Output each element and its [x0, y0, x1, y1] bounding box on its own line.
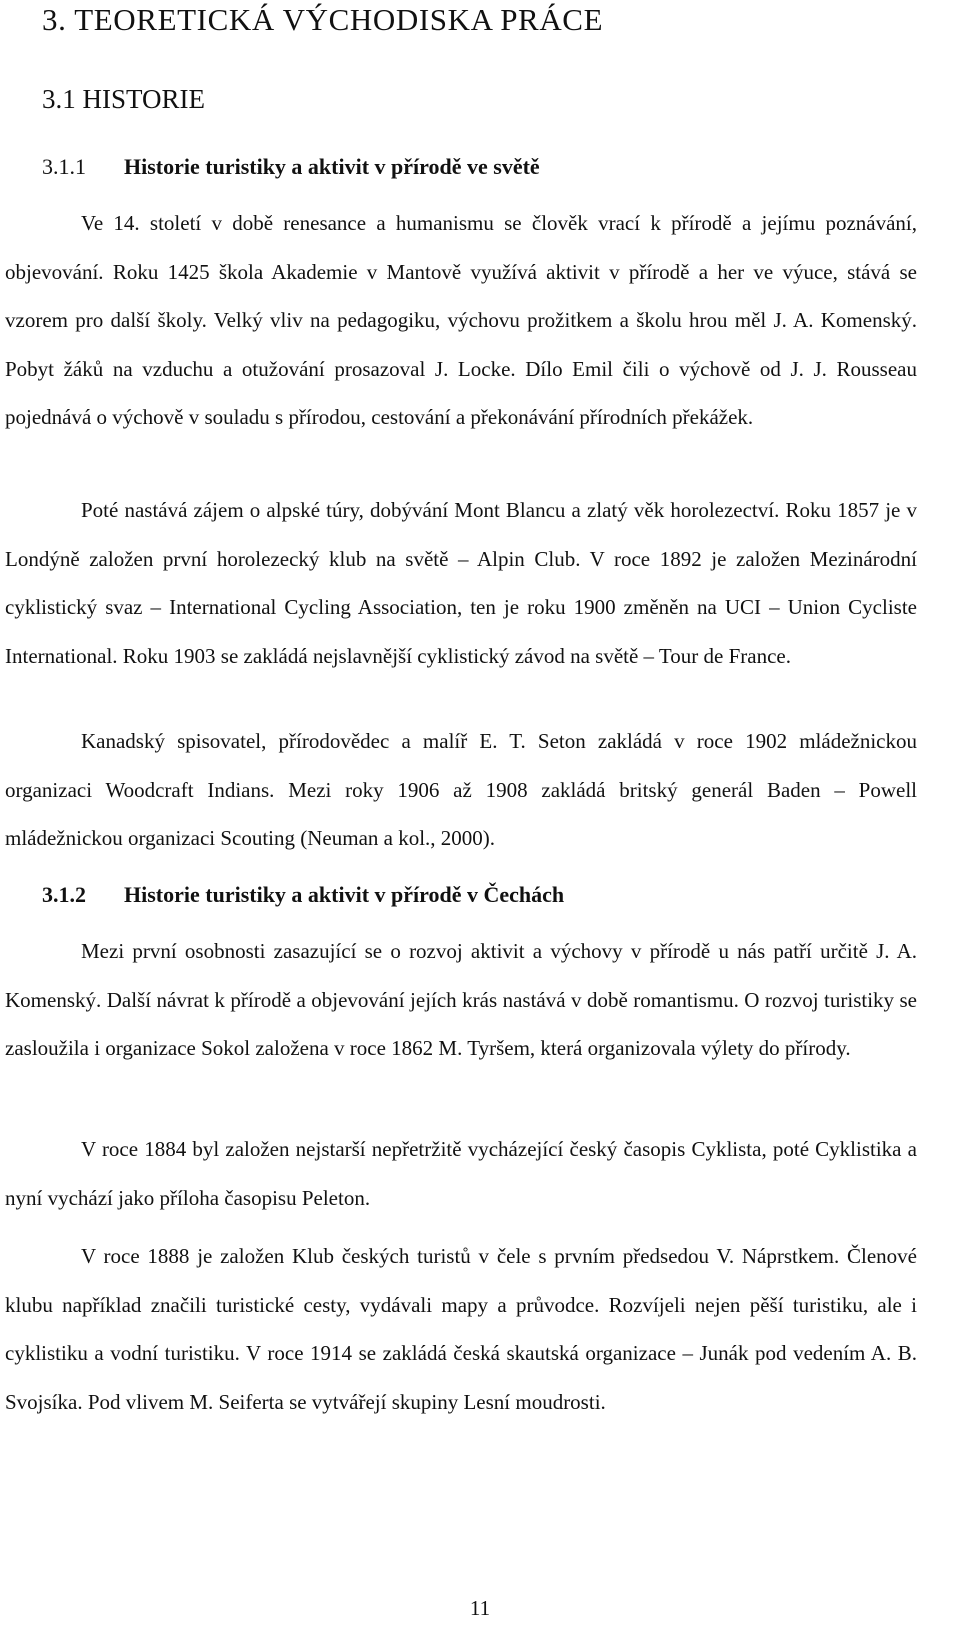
paragraph: Poté nastává zájem o alpské túry, dobývání Mont Blancu a zlatý věk horolezectví. Roku 1857 je v Londýně založen první horolezecký klub na světě – Alpin Club. V roce 1892 je založen Mezinárodní cyklistický svaz – International Cycling Association, ten je roku 1900 změněn na UCI – Union Cycliste International. Roku 1903 se zakládá nejslavnější cyklistický závod na světě – Tour de France.	[5, 498, 917, 668]
section-title: 3.1 HISTORIE	[42, 84, 206, 114]
subsection-number: 3.1.2	[42, 882, 86, 907]
subsection-heading	[42, 154, 540, 180]
page-number: 11	[469, 1596, 491, 1620]
paragraph: Ve 14. století v době renesance a humanismu se člověk vrací k přírodě a jejímu poznávání, objevování. Roku 1425 škola Akademie v Mantově využívá aktivit v přírodě a her ve výuce, stává se vzorem pro další školy. Velký vliv na pedagogiku, výchovu prožitkem a školu hrou měl J. A. Komenský. Pobyt žáků na vzduchu a otužování prosazoval J. Locke. Dílo Emil čili o výchově od J. J. Rousseau pojednává o výchově v souladu s přírodou, cestování a překonávání přírodních překážek.	[5, 211, 917, 429]
paragraph: Kanadský spisovatel, přírodovědec a malíř E. T. Seton zakládá v roce 1902 mládežnickou organizaci Woodcraft Indians. Mezi roky 1906 až 1908 zakládá britský generál Baden – Powell mládežnickou organizaci Scouting (Neuman a kol., 2000).	[5, 729, 917, 850]
subsection-number: 3.1.1	[42, 154, 86, 179]
chapter-title: 3. TEORETICKÁ VÝCHODISKA PRÁCE	[42, 2, 604, 37]
subsection-heading	[42, 882, 564, 908]
subsection-title: Historie turistiky a aktivit v přírodě ve světě	[124, 154, 540, 179]
subsection-title: Historie turistiky a aktivit v přírodě v Čechách	[124, 882, 565, 907]
paragraph: V roce 1884 byl založen nejstarší nepřetržitě vycházející český časopis Cyklista, poté Cyklistika a nyní vychází jako příloha časopisu Peleton.	[5, 1137, 917, 1210]
paragraph: V roce 1888 je založen Klub českých turistů v čele s prvním předsedou V. Náprstkem. Členové klubu například značili turistické cesty, vydávali mapy a průvodce. Rozvíjeli nejen pěší turistiku, ale i cyklistiku a vodní turistiku. V roce 1914 se zakládá česká skautská organizace – Junák pod vedením A. B. Svojsíka. Pod vlivem M. Seiferta se vytvářejí skupiny Lesní moudrosti.	[5, 1244, 917, 1414]
paragraph: Mezi první osobnosti zasazující se o rozvoj aktivit a výchovy v přírodě u nás patří určitě J. A. Komenský. Další návrat k přírodě a objevování jejích krás nastává v době romantismu. O rozvoj turistiky se zasloužila i organizace Sokol založena v roce 1862 M. Tyršem, která organizovala výlety do přírody.	[5, 939, 917, 1060]
